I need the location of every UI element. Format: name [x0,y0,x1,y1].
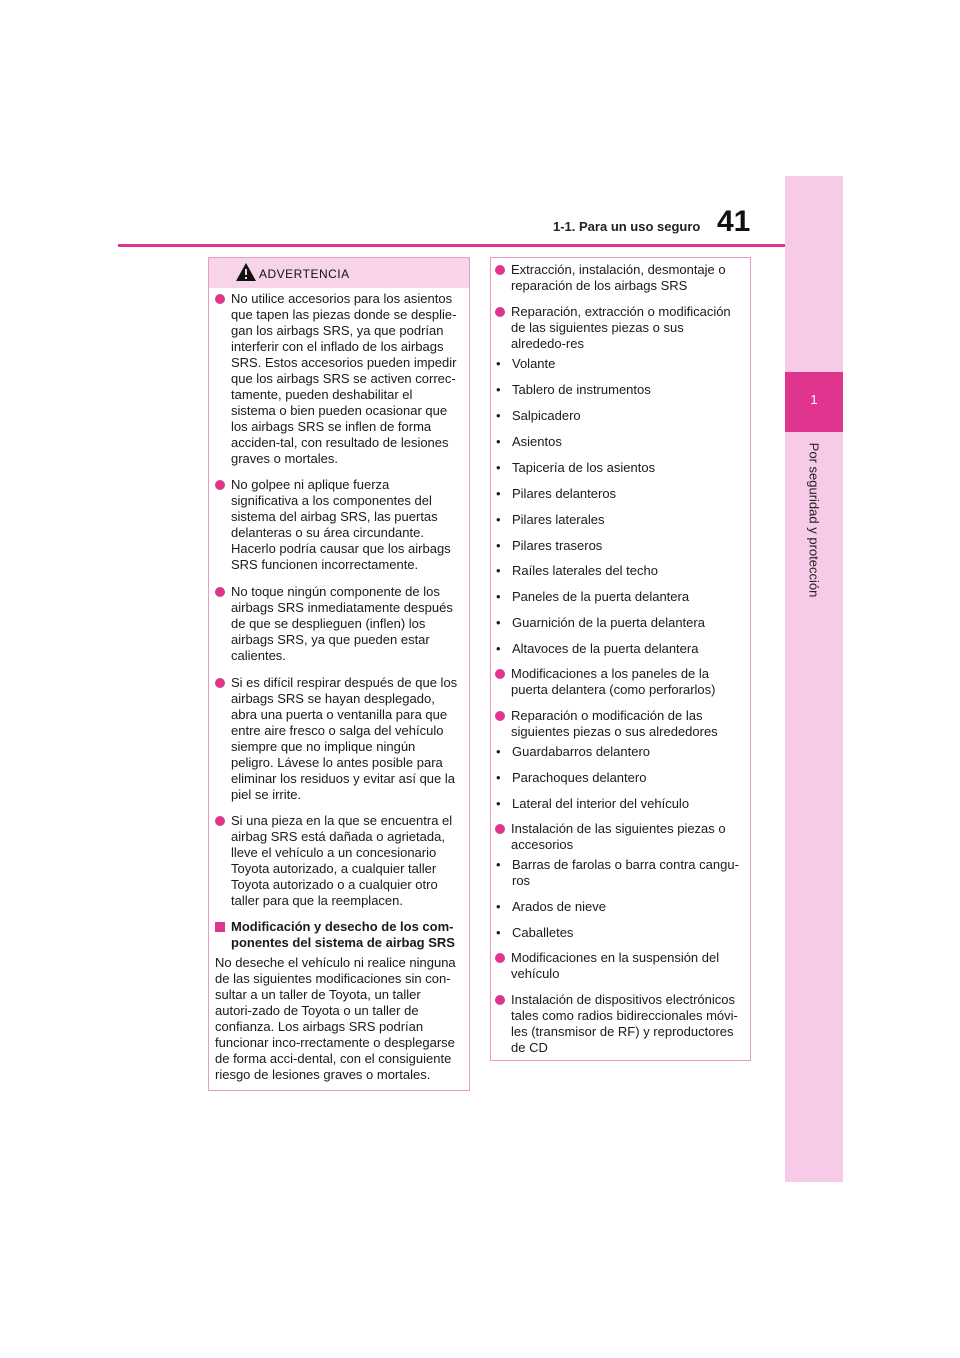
page-number: 41 [717,205,751,238]
list-item: • Tapicería de los asientos [494,460,655,476]
list-item: • Caballetes [494,925,573,941]
warning-paragraph: No deseche el vehículo ni realice ninguna de las siguientes modificaciones sin con-sultar a un taller de Toyota, un taller autori-zado de Toyota o un taller de confianza. Los airbags SRS podrían funcionar inco-rrectamente o desplegarse de forma acci-dental, con el consiguiente riesgo de lesiones graves o mortales. [215,955,456,1082]
list-item: • Raíles laterales del techo [494,563,658,579]
list-item: • Asientos [494,434,562,450]
list-item: • Parachoques delantero [494,770,646,786]
warning-triangle-icon [235,262,257,282]
warning-bullet: No toque ningún componente de los airbags SRS inmediatamente después de que se desplieguen (inflen) los airbags SRS, ya que pueden estar calientes. [214,584,460,664]
warning-bullet: Si es difícil respirar después de que los airbags SRS se hayan desplegado, abra una puerta o ventanilla para que entre aire fresco o salga del vehículo siempre que no implique ningún peligro. Lávese lo antes posible para eliminar los residuos y evitar así que la piel se irrite. [214,675,460,803]
list-item: Instalación de dispositivos electrónicos tales como radios bidireccionales móvi-les (transmisor de RF) y reproductores de CD [494,992,742,1056]
list-item: • Guardabarros delantero [494,744,650,760]
list-item: Reparación, extracción o modificación de las siguientes piezas o sus alrededo-res [494,304,742,352]
list-item: • Volante [494,356,555,372]
list-item: • Pilares traseros [494,538,602,554]
warning-header [209,258,469,288]
side-tab-label: Por seguridad y protección [806,442,822,598]
list-item: • Altavoces de la puerta delantera [494,641,698,657]
list-item: • Arados de nieve [494,899,606,915]
list-item: Instalación de las siguientes piezas o accesorios [494,821,742,853]
list-item: Extracción, instalación, desmontaje o reparación de los airbags SRS [494,262,742,294]
list-item: Modificaciones en la suspensión del vehículo [494,950,742,982]
list-item: Modificaciones a los paneles de la puerta delantera (como perforarlos) [494,666,742,698]
list-item: • Pilares laterales [494,512,605,528]
list-item: • Guarnición de la puerta delantera [494,615,705,631]
list-item: • Paneles de la puerta delantera [494,589,689,605]
list-item: • Barras de farolas o barra contra cangu-ros [494,857,743,889]
list-item: • Salpicadero [494,408,581,424]
list-item: Reparación o modificación de las siguientes piezas o sus alrededores [494,708,742,740]
section-title: 1-1. Para un uso seguro [553,219,701,234]
header-rule [118,244,785,247]
list-item: • Tablero de instrumentos [494,382,651,398]
warning-bullet: No golpee ni aplique fuerza significativa a los componentes del sistema del airbag SRS, las puertas delanteras o su área circundante. Hacerlo podría causar que los airbags SRS funcionen incorrectamente. [214,477,460,573]
side-tab-strip [785,176,843,1182]
warning-title: ADVERTENCIA [259,267,350,281]
list-item: • Lateral del interior del vehículo [494,796,689,812]
warning-bullet: Si una pieza en la que se encuentra el airbag SRS está dañada o agrietada, lleve el vehículo a un concesionario Toyota autorizado, a cualquier taller Toyota autorizado o a cualquier otro taller para que la reemplacen. [214,813,460,909]
warning-bullet: No utilice accesorios para los asientos que tapen las piezas donde se desplie-gan los airbags SRS, ya que podrían interferir con el inflado de los airbags SRS. Estos accesorios pueden impedir que los airbags SRS se activen correc-tamente, pueden deshabilitar el sistema o bien pueden ocasionar que los airbags SRS se inflen de forma acciden-tal, con resultado de lesiones graves o mortales. [214,291,460,467]
side-tab-number: 1 [810,392,818,407]
warning-box [208,257,470,1091]
list-item: • Pilares delanteros [494,486,616,502]
modifications-box [490,257,751,1061]
warning-subheading: Modificación y desecho de los com-ponentes del sistema de airbag SRS [214,919,460,951]
